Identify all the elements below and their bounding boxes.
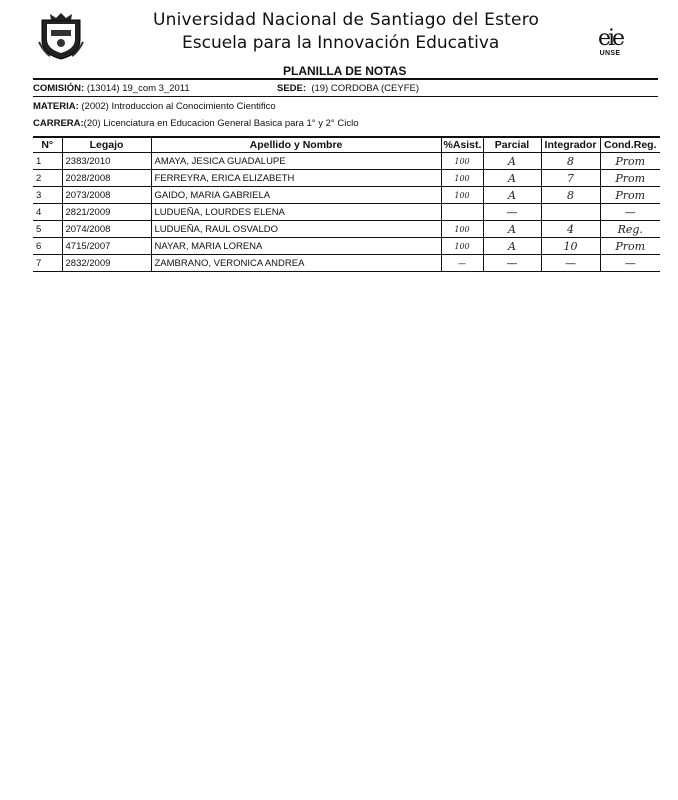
sede-label: SEDE: [277,83,307,94]
school-name: Escuela para la Innovación Educativa [182,33,500,53]
cell-legajo: 2074/2008 [62,221,151,238]
page-title: PLANILLA DE NOTAS [283,64,407,78]
table-row [33,187,660,204]
table-row [33,238,660,255]
cell-integrador: — [541,255,600,272]
carrera-label: CARRERA: [33,118,84,129]
cell-cond-reg: Reg. [600,221,660,238]
cell-legajo: 2383/2010 [62,153,151,170]
sede-line [277,83,419,94]
cell-parcial: A [483,238,541,255]
cell-number: 1 [33,153,62,170]
cell-nombre: LUDUEÑA, LOURDES ELENA [151,204,441,221]
carrera-value: (20) Licenciatura en Educacion General Basica para 1° y 2° Ciclo [83,118,359,129]
cell-nombre: NAYAR, MARIA LORENA [151,238,441,255]
meta-rule [33,96,658,97]
table-row [33,170,660,187]
cell-number: 3 [33,187,62,204]
cell-cond-reg: — [600,255,660,272]
cell-nombre: FERREYRA, ERICA ELIZABETH [151,170,441,187]
comision-line [33,83,190,94]
cell-asistencia: 100 [441,187,483,204]
sede-value: (19) CORDOBA (CEYFE) [311,83,420,94]
unse-logo-mark: eie [597,26,623,51]
cell-number: 5 [33,221,62,238]
materia-label: MATERIA: [33,101,79,112]
cell-asistencia [441,204,483,221]
cell-legajo: 4715/2007 [62,238,151,255]
cell-legajo: 2832/2009 [62,255,151,272]
cell-parcial: A [483,221,541,238]
header-rule [33,78,658,80]
cell-legajo: 2028/2008 [62,170,151,187]
cell-cond-reg: Prom [600,238,660,255]
cell-parcial: — [483,204,541,221]
cell-cond-reg: Prom [600,170,660,187]
carrera-line [33,118,358,129]
cell-integrador: 10 [541,238,600,255]
grades-table [33,136,660,272]
cell-cond-reg: Prom [600,187,660,204]
cell-number: 4 [33,204,62,221]
col-header-parcial: Parcial [483,137,541,153]
col-header-cond-reg: Cond.Reg. [600,137,660,153]
cell-cond-reg: — [600,204,660,221]
table-row [33,255,660,272]
cell-asistencia: — [441,255,483,272]
cell-asistencia: 100 [441,170,483,187]
col-header-legajo: Legajo [62,137,151,153]
table-row [33,221,660,238]
cell-number: 6 [33,238,62,255]
cell-legajo: 2073/2008 [62,187,151,204]
cell-asistencia: 100 [441,221,483,238]
cell-parcial: A [483,187,541,204]
comision-value: (13014) 19_com 3_2011 [86,83,190,94]
cell-legajo: 2821/2009 [62,204,151,221]
table-row [33,153,660,170]
col-header-number: N° [33,137,62,153]
table-header-row [33,137,660,153]
col-header-nombre: Apellido y Nombre [151,137,441,153]
unse-logo-word: UNSE [599,50,621,57]
university-name: Universidad Nacional de Santiago del Estero [153,10,540,30]
cell-integrador: 7 [541,170,600,187]
table-row [33,204,660,221]
cell-number: 7 [33,255,62,272]
unse-logo [592,28,628,64]
cell-cond-reg: Prom [600,153,660,170]
cell-parcial: A [483,170,541,187]
cell-nombre: AMAYA, JESICA GUADALUPE [151,153,441,170]
materia-value: (2002) Introduccion al Conocimiento Cientifico [81,101,276,112]
col-header-asistencia: %Asist. [441,137,483,153]
cell-nombre: ZAMBRANO, VERONICA ANDREA [151,255,441,272]
comision-label: COMISIÓN: [33,83,85,94]
cell-integrador: 8 [541,153,600,170]
cell-integrador: 4 [541,221,600,238]
cell-number: 2 [33,170,62,187]
cell-asistencia: 100 [441,238,483,255]
col-header-integrador: Integrador [541,137,600,153]
cell-integrador: 8 [541,187,600,204]
cell-parcial: A [483,153,541,170]
cell-asistencia: 100 [441,153,483,170]
cell-nombre: GAIDO, MARIA GABRIELA [151,187,441,204]
cell-nombre: LUDUEÑA, RAUL OSVALDO [151,221,441,238]
cell-parcial: — [483,255,541,272]
university-crest-icon [38,12,84,60]
materia-line [33,101,276,112]
cell-integrador [541,204,600,221]
